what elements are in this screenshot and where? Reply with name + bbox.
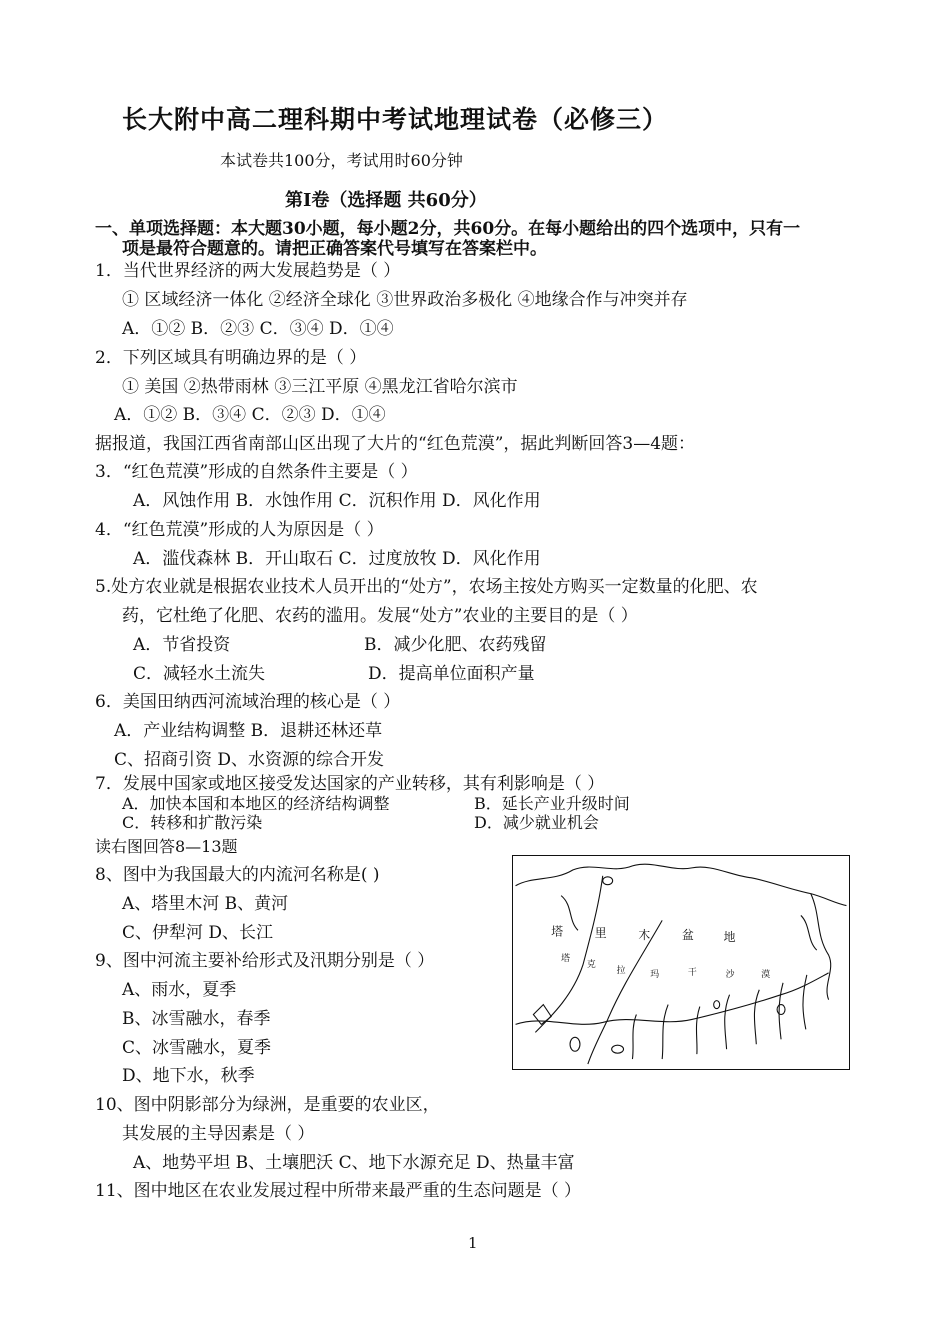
q7-option-d: D．减少就业机会 [474,813,599,832]
intro-8-13: 读右图回答8—13题 [95,837,238,856]
q1-stem: 1．当代世界经济的两大发展趋势是（ ） [95,261,401,281]
q9-option-b: B、冰雪融水，春季 [122,1009,271,1029]
q1-items: ① 区域经济一体化 ②经济全球化 ③世界政治多极化 ④地缘合作与冲突并存 [122,290,688,310]
page-number: 1 [468,1234,478,1252]
tributary-8 [803,975,807,1029]
tributary-2 [632,1015,636,1060]
q9-stem: 9、图中河流主要补给形式及汛期分别是（ ） [95,951,435,971]
q6-stem: 6．美国田纳西河流域治理的核心是（ ） [95,692,401,712]
q7-option-c: C．转移和扩散污染 [122,813,263,832]
map-label-7: 克 [586,959,596,970]
q4-options: A．滥伐森林 B．开山取石 C．过度放牧 D．风化作用 [133,549,541,569]
tributary-5 [725,995,730,1049]
tributary-4 [696,1007,699,1055]
oasis-5 [603,877,613,885]
q7-option-b: B．延长产业升级时间 [474,794,630,813]
map-label-5: 地 [723,930,736,945]
q8-stem: 8、图中为我国最大的内流河名称是( ) [95,865,380,885]
exam-subtitle: 本试卷共100分，考试用时60分钟 [220,151,463,170]
q9-option-d: D、地下水，秋季 [122,1066,255,1086]
q2-options: A．①② B．③④ C．②③ D．①④ [114,405,386,425]
q6-options-1: A．产业结构调整 B．退耕还林还草 [114,721,383,741]
map-drawing [513,856,849,1069]
map-label-2: 里 [594,926,607,941]
south-edge-line [516,973,829,1025]
map-label-10: 干 [687,967,697,978]
intro-3-4: 据报道，我国江西省南部山区出现了大片的“红色荒漠”，据此判断回答3—4题： [95,434,696,454]
q5-option-c: C．减轻水土流失 [133,664,266,684]
tributary-6 [754,990,759,1044]
q3-stem: 3．“红色荒漠”形成的自然条件主要是（ ） [95,462,418,482]
q7-option-a: A．加快本国和本地区的经济结构调整 [122,794,390,813]
instructions-line-1: 一、单项选择题：本大题30小题，每小题2分，共60分。在每小题给出的四个选项中，只有一 [95,219,801,239]
map-label-9: 玛 [650,969,660,980]
section-title: 第Ⅰ卷（选择题 共60分） [285,190,487,211]
q8-options-2: C、伊犁河 D、长江 [122,923,274,943]
tributary-1 [561,896,578,931]
q10-line-1: 10、图中阴影部分为绿洲，是重要的农业区， [95,1095,440,1115]
q5-option-b: B．减少化肥、农药残留 [364,635,547,655]
map-label-3: 木 [638,928,651,943]
q6-options-2: C、招商引资 D、水资源的综合开发 [114,750,385,770]
map-label-4: 盆 [681,928,694,943]
map-label-6: 塔 [561,954,571,965]
q5-line-2: 药，它杜绝了化肥、农药的滥用。发展“处方”农业的主要目的是（ ） [122,606,638,626]
q5-option-d: D．提高单位面积产量 [368,664,535,684]
q10-line-2: 其发展的主导因素是（ ） [122,1124,315,1144]
q1-options: A．①② B．②③ C．③④ D．①④ [122,319,394,339]
q10-options: A、地势平坦 B、土壤肥沃 C、地下水源充足 D、热量丰富 [133,1153,575,1173]
map-label-1: 塔 [551,924,564,939]
map-label-11: 沙 [725,969,735,980]
q7-stem: 7．发展中国家或地区接受发达国家的产业转移，其有利影响是（ ） [95,774,605,794]
q2-items: ① 美国 ②热带雨林 ③三江平原 ④黑龙江省哈尔滨市 [122,377,518,397]
tarim-basin-map [512,855,850,1070]
q9-option-c: C、冰雪融水，夏季 [122,1038,272,1058]
q8-options-1: A、塔里木河 B、黄河 [122,894,289,914]
oasis-2 [570,1037,580,1051]
q5-line-1: 5.处方农业就是根据农业技术人员开出的“处方”，农场主按处方购买一定数量的化肥、农 [95,577,758,597]
map-label-8: 拉 [616,965,626,976]
q3-options: A．风蚀作用 B．水蚀作用 C．沉积作用 D．风化作用 [133,491,541,511]
q5-option-a: A．节省投资 [133,635,231,655]
tributary-7 [779,983,783,1039]
east-river [801,915,817,950]
oasis-3 [777,1005,785,1015]
tarim-river-main [588,920,662,1064]
q11-stem: 11、图中地区在农业发展过程中所带来最严重的生态问题是（ ） [95,1181,582,1201]
map-label-12: 漠 [761,969,771,980]
q4-stem: 4．“红色荒漠”形成的人为原因是（ ） [95,520,384,540]
oasis-4 [714,1001,720,1009]
exam-title: 长大附中高二理科期中考试地理试卷（必修三） [122,105,669,134]
instructions-line-2: 项是最符合题意的。请把正确答案代号填写在答案栏中。 [122,239,547,259]
oasis-1 [612,1045,624,1053]
tributary-3 [662,1005,668,1059]
q2-stem: 2．下列区域具有明确边界的是（ ） [95,348,367,368]
q9-option-a: A、雨水，夏季 [122,980,237,1000]
